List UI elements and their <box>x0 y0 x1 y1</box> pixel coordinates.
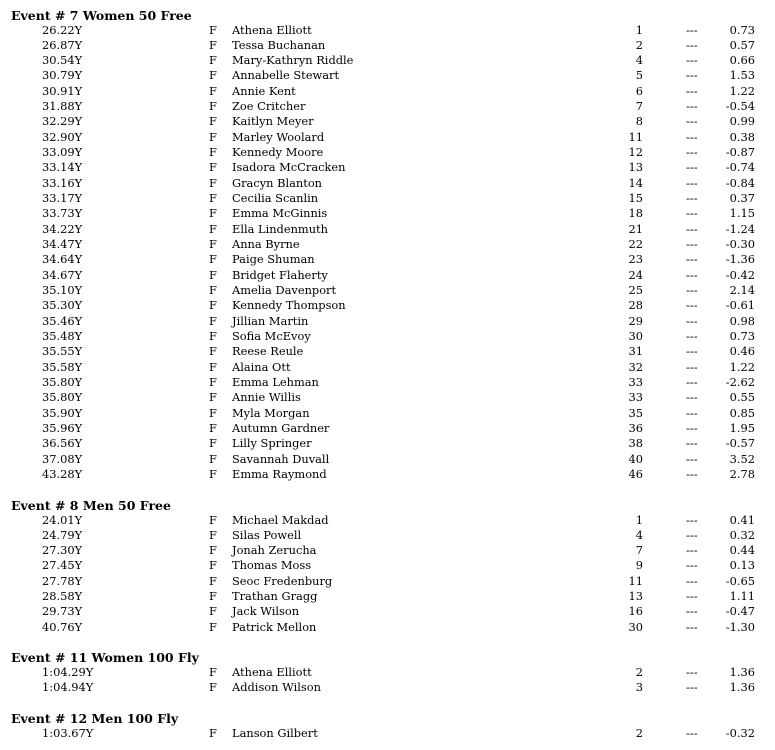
flag-cell: F <box>209 313 217 328</box>
result-row <box>0 191 775 206</box>
result-row <box>0 68 775 83</box>
time-cell: 40.76Y <box>42 619 83 634</box>
name-cell: Athena Elliott <box>232 22 312 37</box>
diff-cell: -0.87 <box>725 145 755 160</box>
name-cell: Annabelle Stewart <box>232 68 340 83</box>
place-cell: 28 <box>628 298 643 313</box>
flag-cell: F <box>209 451 217 466</box>
time-cell: 35.48Y <box>42 329 83 344</box>
result-row <box>0 252 775 267</box>
flag-cell: F <box>209 679 217 694</box>
flag-cell: F <box>209 37 217 52</box>
place-cell: 7 <box>635 543 643 558</box>
dash-cell: --- <box>686 129 698 144</box>
time-cell: 30.54Y <box>42 53 83 68</box>
dash-cell: --- <box>686 558 698 573</box>
dash-cell: --- <box>686 53 698 68</box>
flag-cell: F <box>209 175 217 190</box>
name-cell: Patrick Mellon <box>232 619 317 634</box>
time-cell: 27.45Y <box>42 558 83 573</box>
flag-cell: F <box>209 558 217 573</box>
diff-cell: -0.65 <box>725 573 755 588</box>
result-row <box>0 268 775 283</box>
name-cell: Gracyn Blanton <box>232 175 323 190</box>
event-title: Event # 11 Women 100 Fly <box>11 650 199 665</box>
flag-cell: F <box>209 725 217 740</box>
time-cell: 35.46Y <box>42 313 83 328</box>
flag-cell: F <box>209 390 217 405</box>
place-cell: 8 <box>635 114 643 129</box>
diff-cell: 1.95 <box>729 421 755 436</box>
diff-cell: -0.30 <box>725 237 755 252</box>
dash-cell: --- <box>686 679 698 694</box>
dash-cell: --- <box>686 451 698 466</box>
result-row <box>0 38 775 53</box>
time-cell: 35.80Y <box>42 375 83 390</box>
name-cell: Emma Lehman <box>232 375 319 390</box>
time-cell: 33.09Y <box>42 145 83 160</box>
result-row <box>0 329 775 344</box>
dash-cell: --- <box>686 390 698 405</box>
dash-cell: --- <box>686 114 698 129</box>
dash-cell: --- <box>686 619 698 634</box>
flag-cell: F <box>209 68 217 83</box>
diff-cell: -0.84 <box>725 175 755 190</box>
flag-cell: F <box>209 405 217 420</box>
time-cell: 32.90Y <box>42 129 83 144</box>
flag-cell: F <box>209 114 217 129</box>
name-cell: Annie Kent <box>232 83 296 98</box>
diff-cell: 1.36 <box>729 664 755 679</box>
flag-cell: F <box>209 83 217 98</box>
place-cell: 15 <box>628 191 643 206</box>
place-cell: 22 <box>628 237 643 252</box>
result-row <box>0 23 775 38</box>
time-cell: 33.17Y <box>42 191 83 206</box>
result-row <box>0 390 775 405</box>
name-cell: Sofia McEvoy <box>232 329 311 344</box>
diff-cell: 0.85 <box>729 405 755 420</box>
dash-cell: --- <box>686 604 698 619</box>
flag-cell: F <box>209 298 217 313</box>
flag-cell: F <box>209 421 217 436</box>
diff-cell: 0.46 <box>729 344 755 359</box>
place-cell: 9 <box>635 558 643 573</box>
diff-cell: 2.14 <box>729 283 755 298</box>
name-cell: Jonah Zerucha <box>232 543 317 558</box>
time-cell: 30.91Y <box>42 83 83 98</box>
flag-cell: F <box>209 191 217 206</box>
dash-cell: --- <box>686 664 698 679</box>
place-cell: 33 <box>628 390 643 405</box>
name-cell: Zoe Critcher <box>232 99 306 114</box>
dash-cell: --- <box>686 267 698 282</box>
dash-cell: --- <box>686 573 698 588</box>
diff-cell: 0.41 <box>729 512 755 527</box>
result-row <box>0 283 775 298</box>
flag-cell: F <box>209 512 217 527</box>
name-cell: Reese Reule <box>232 344 304 359</box>
flag-cell: F <box>209 573 217 588</box>
time-cell: 1:04.29Y <box>42 664 94 679</box>
time-cell: 30.79Y <box>42 68 83 83</box>
time-cell: 35.55Y <box>42 344 83 359</box>
flag-cell: F <box>209 467 217 482</box>
name-cell: Athena Elliott <box>232 664 312 679</box>
flag-cell: F <box>209 543 217 558</box>
diff-cell: -2.62 <box>725 375 755 390</box>
diff-cell: -0.57 <box>725 436 755 451</box>
time-cell: 32.29Y <box>42 114 83 129</box>
dash-cell: --- <box>686 421 698 436</box>
diff-cell: 0.98 <box>729 313 755 328</box>
diff-cell: 1.22 <box>729 83 755 98</box>
place-cell: 33 <box>628 375 643 390</box>
place-cell: 2 <box>635 725 643 740</box>
diff-cell: 0.44 <box>729 543 755 558</box>
name-cell: Bridget Flaherty <box>232 267 328 282</box>
dash-cell: --- <box>686 725 698 740</box>
time-cell: 24.01Y <box>42 512 83 527</box>
flag-cell: F <box>209 436 217 451</box>
result-row <box>0 84 775 99</box>
flag-cell: F <box>209 237 217 252</box>
name-cell: Mary-Kathryn Riddle <box>232 53 354 68</box>
time-cell: 26.22Y <box>42 22 83 37</box>
result-row <box>0 604 775 619</box>
diff-cell: -0.61 <box>725 298 755 313</box>
diff-cell: -0.32 <box>725 725 755 740</box>
place-cell: 1 <box>635 512 643 527</box>
diff-cell: 0.32 <box>729 527 755 542</box>
flag-cell: F <box>209 221 217 236</box>
name-cell: Addison Wilson <box>232 679 321 694</box>
place-cell: 2 <box>635 664 643 679</box>
place-cell: 30 <box>628 329 643 344</box>
name-cell: Marley Woolard <box>232 129 325 144</box>
diff-cell: 0.73 <box>729 329 755 344</box>
flag-cell: F <box>209 664 217 679</box>
time-cell: 27.30Y <box>42 543 83 558</box>
diff-cell: -1.30 <box>725 619 755 634</box>
time-cell: 33.73Y <box>42 206 83 221</box>
result-row <box>0 298 775 313</box>
place-cell: 14 <box>628 175 643 190</box>
place-cell: 25 <box>628 283 643 298</box>
place-cell: 11 <box>628 129 643 144</box>
name-cell: Ella Lindenmuth <box>232 221 328 236</box>
flag-cell: F <box>209 206 217 221</box>
time-cell: 35.10Y <box>42 283 83 298</box>
result-row <box>0 237 775 252</box>
result-row <box>0 176 775 191</box>
name-cell: Anna Byrne <box>232 237 300 252</box>
time-cell: 1:03.67Y <box>42 725 94 740</box>
dash-cell: --- <box>686 83 698 98</box>
dash-cell: --- <box>686 160 698 175</box>
result-row <box>0 406 775 421</box>
result-row <box>0 574 775 589</box>
name-cell: Isadora McCracken <box>232 160 346 175</box>
name-cell: Thomas Moss <box>232 558 312 573</box>
place-cell: 36 <box>628 421 643 436</box>
diff-cell: 0.73 <box>729 22 755 37</box>
place-cell: 23 <box>628 252 643 267</box>
dash-cell: --- <box>686 191 698 206</box>
diff-cell: 0.38 <box>729 129 755 144</box>
dash-cell: --- <box>686 512 698 527</box>
place-cell: 40 <box>628 451 643 466</box>
place-cell: 13 <box>628 160 643 175</box>
dash-cell: --- <box>686 405 698 420</box>
place-cell: 7 <box>635 99 643 114</box>
place-cell: 18 <box>628 206 643 221</box>
result-row <box>0 589 775 604</box>
flag-cell: F <box>209 604 217 619</box>
dash-cell: --- <box>686 283 698 298</box>
flag-cell: F <box>209 129 217 144</box>
result-row <box>0 467 775 482</box>
time-cell: 35.30Y <box>42 298 83 313</box>
result-row <box>0 360 775 375</box>
name-cell: Alaina Ott <box>232 359 291 374</box>
diff-cell: 0.55 <box>729 390 755 405</box>
result-row <box>0 421 775 436</box>
place-cell: 38 <box>628 436 643 451</box>
result-row <box>0 53 775 68</box>
time-cell: 33.14Y <box>42 160 83 175</box>
name-cell: Michael Makdad <box>232 512 329 527</box>
flag-cell: F <box>209 252 217 267</box>
dash-cell: --- <box>686 313 698 328</box>
name-cell: Cecilia Scanlin <box>232 191 319 206</box>
dash-cell: --- <box>686 436 698 451</box>
result-row <box>0 314 775 329</box>
time-cell: 37.08Y <box>42 451 83 466</box>
result-row <box>0 160 775 175</box>
dash-cell: --- <box>686 22 698 37</box>
diff-cell: -0.74 <box>725 160 755 175</box>
event-title: Event # 7 Women 50 Free <box>11 8 192 23</box>
result-row <box>0 558 775 573</box>
place-cell: 5 <box>635 68 643 83</box>
diff-cell: 1.53 <box>729 68 755 83</box>
flag-cell: F <box>209 344 217 359</box>
diff-cell: 0.57 <box>729 37 755 52</box>
diff-cell: -1.24 <box>725 221 755 236</box>
dash-cell: --- <box>686 543 698 558</box>
name-cell: Silas Powell <box>232 527 302 542</box>
place-cell: 1 <box>635 22 643 37</box>
flag-cell: F <box>209 619 217 634</box>
result-row <box>0 206 775 221</box>
time-cell: 35.80Y <box>42 390 83 405</box>
time-cell: 35.58Y <box>42 359 83 374</box>
name-cell: Seoc Fredenburg <box>232 573 333 588</box>
name-cell: Lanson Gilbert <box>232 725 318 740</box>
result-row <box>0 145 775 160</box>
place-cell: 2 <box>635 37 643 52</box>
name-cell: Kennedy Thompson <box>232 298 346 313</box>
time-cell: 29.73Y <box>42 604 83 619</box>
name-cell: Lilly Springer <box>232 436 312 451</box>
dash-cell: --- <box>686 527 698 542</box>
dash-cell: --- <box>686 145 698 160</box>
dash-cell: --- <box>686 359 698 374</box>
flag-cell: F <box>209 99 217 114</box>
result-row <box>0 130 775 145</box>
dash-cell: --- <box>686 221 698 236</box>
dash-cell: --- <box>686 252 698 267</box>
name-cell: Tessa Buchanan <box>232 37 326 52</box>
time-cell: 35.96Y <box>42 421 83 436</box>
time-cell: 34.67Y <box>42 267 83 282</box>
time-cell: 34.64Y <box>42 252 83 267</box>
place-cell: 3 <box>635 679 643 694</box>
dash-cell: --- <box>686 467 698 482</box>
name-cell: Amelia Davenport <box>232 283 337 298</box>
dash-cell: --- <box>686 375 698 390</box>
name-cell: Savannah Duvall <box>232 451 330 466</box>
name-cell: Emma McGinnis <box>232 206 328 221</box>
name-cell: Annie Willis <box>232 390 301 405</box>
diff-cell: 1.22 <box>729 359 755 374</box>
flag-cell: F <box>209 527 217 542</box>
place-cell: 16 <box>628 604 643 619</box>
diff-cell: -0.42 <box>725 267 755 282</box>
flag-cell: F <box>209 283 217 298</box>
name-cell: Myla Morgan <box>232 405 310 420</box>
name-cell: Trathan Gragg <box>232 589 318 604</box>
diff-cell: 3.52 <box>729 451 755 466</box>
time-cell: 43.28Y <box>42 467 83 482</box>
result-row <box>0 99 775 114</box>
diff-cell: 0.66 <box>729 53 755 68</box>
result-row <box>0 513 775 528</box>
name-cell: Jillian Martin <box>232 313 309 328</box>
place-cell: 31 <box>628 344 643 359</box>
diff-cell: 0.37 <box>729 191 755 206</box>
dash-cell: --- <box>686 68 698 83</box>
time-cell: 28.58Y <box>42 589 83 604</box>
result-row <box>0 665 775 680</box>
flag-cell: F <box>209 160 217 175</box>
dash-cell: --- <box>686 175 698 190</box>
event-title: Event # 12 Men 100 Fly <box>11 711 179 726</box>
time-cell: 26.87Y <box>42 37 83 52</box>
result-row <box>0 620 775 635</box>
result-row <box>0 543 775 558</box>
flag-cell: F <box>209 53 217 68</box>
place-cell: 21 <box>628 221 643 236</box>
result-row <box>0 344 775 359</box>
diff-cell: 0.99 <box>729 114 755 129</box>
place-cell: 13 <box>628 589 643 604</box>
dash-cell: --- <box>686 298 698 313</box>
diff-cell: 2.78 <box>729 467 755 482</box>
time-cell: 33.16Y <box>42 175 83 190</box>
diff-cell: -0.54 <box>725 99 755 114</box>
event-title: Event # 8 Men 50 Free <box>11 498 171 513</box>
diff-cell: 1.11 <box>729 589 755 604</box>
place-cell: 12 <box>628 145 643 160</box>
place-cell: 35 <box>628 405 643 420</box>
name-cell: Paige Shuman <box>232 252 315 267</box>
name-cell: Jack Wilson <box>232 604 300 619</box>
diff-cell: -0.47 <box>725 604 755 619</box>
name-cell: Kennedy Moore <box>232 145 324 160</box>
result-row <box>0 375 775 390</box>
place-cell: 6 <box>635 83 643 98</box>
name-cell: Kaitlyn Meyer <box>232 114 314 129</box>
place-cell: 29 <box>628 313 643 328</box>
flag-cell: F <box>209 145 217 160</box>
diff-cell: 0.13 <box>729 558 755 573</box>
result-row <box>0 726 775 741</box>
place-cell: 4 <box>635 527 643 542</box>
time-cell: 1:04.94Y <box>42 679 94 694</box>
name-cell: Autumn Gardner <box>232 421 330 436</box>
dash-cell: --- <box>686 37 698 52</box>
place-cell: 11 <box>628 573 643 588</box>
dash-cell: --- <box>686 329 698 344</box>
time-cell: 24.79Y <box>42 527 83 542</box>
result-row <box>0 222 775 237</box>
place-cell: 30 <box>628 619 643 634</box>
result-row <box>0 114 775 129</box>
place-cell: 4 <box>635 53 643 68</box>
place-cell: 46 <box>628 467 643 482</box>
flag-cell: F <box>209 22 217 37</box>
time-cell: 31.88Y <box>42 99 83 114</box>
time-cell: 34.22Y <box>42 221 83 236</box>
flag-cell: F <box>209 329 217 344</box>
result-row <box>0 452 775 467</box>
time-cell: 36.56Y <box>42 436 83 451</box>
diff-cell: -1.36 <box>725 252 755 267</box>
flag-cell: F <box>209 359 217 374</box>
dash-cell: --- <box>686 99 698 114</box>
dash-cell: --- <box>686 589 698 604</box>
flag-cell: F <box>209 375 217 390</box>
flag-cell: F <box>209 267 217 282</box>
result-row <box>0 680 775 695</box>
name-cell: Emma Raymond <box>232 467 327 482</box>
time-cell: 34.47Y <box>42 237 83 252</box>
dash-cell: --- <box>686 344 698 359</box>
diff-cell: 1.15 <box>729 206 755 221</box>
dash-cell: --- <box>686 206 698 221</box>
result-row <box>0 436 775 451</box>
time-cell: 35.90Y <box>42 405 83 420</box>
place-cell: 24 <box>628 267 643 282</box>
flag-cell: F <box>209 589 217 604</box>
dash-cell: --- <box>686 237 698 252</box>
time-cell: 27.78Y <box>42 573 83 588</box>
place-cell: 32 <box>628 359 643 374</box>
result-row <box>0 528 775 543</box>
diff-cell: 1.36 <box>729 679 755 694</box>
